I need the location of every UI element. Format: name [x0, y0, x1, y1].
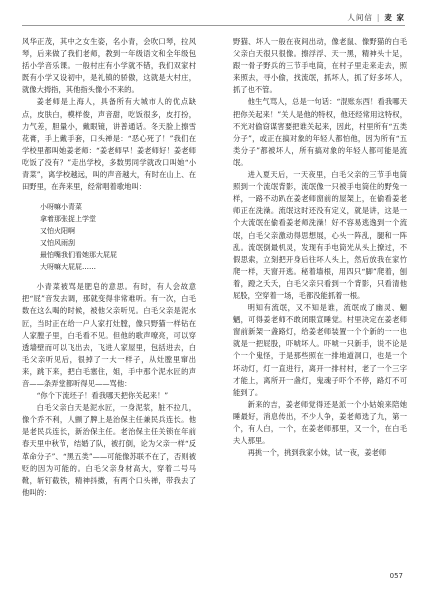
poem-line: 又怕火阳啊 — [40, 227, 75, 236]
magazine-name: 人间信 — [347, 13, 373, 22]
left-column — [22, 36, 196, 499]
column-author: 麦 家 — [384, 13, 405, 22]
paragraph: 明知有流氓，又不知是谁，流氓成了幽灵、魍魉，可得姜老师不敢闭眼宣睡觉。村里决定在姜老师窗前新架一盏路灯，给姜老师装置一个个新的一一也就是一把屁股，吓唬坏人。吓唬一只新手，说不论是个一个鬼怪，于是那些照在一排地道洞口，也是一个坏动灯，灯一直进行，离开一排村村，老了一个三字才能上，离所开一盏灯，鬼魂子吓个不停，路灯不可能到了。 — [233, 303, 407, 397]
paragraph: 再挑一个，挑到我家小妹，试一夜，姜老师 — [247, 448, 387, 458]
running-header — [347, 12, 405, 23]
paragraph: 他生气骂人，总是一句话：“混账东西！看我哪天把你关起来！”关人是他的特权，他还经常用这特权，不光对偷窃谋害要把谁关起来，因此，村里所有“五类分子”，或正在搞对象的年轻人都怕他，因为所有“五类分子”都被坏人，所有搞对象的年轻人都可能是流氓。 — [233, 97, 407, 167]
poem-block — [22, 201, 196, 273]
right-column — [233, 36, 407, 459]
paragraph: 风华正茂，其中之女生姿，名小青，会吹口琴，拉风琴，后来做了我们老师，教到一年级语文和全年级包括小学音乐课。一般村庄有小学就不错，我们双家村既有小学又设初中，是礼镇的骄傲，这就是大村庄，就像大拇指，其他指头像小不来的。 — [22, 37, 196, 95]
poem-line: 拿着那张捉上学堂 — [40, 215, 96, 224]
page-number: 057 — [389, 572, 403, 580]
header-separator: | — [376, 13, 381, 22]
paragraph: 新来的吉，姜老师觉得还是派一个小姑娘来陪她睡最好，消息传出，不少人争，姜老师选了九，第一个，有人白，一个，在姜老师那里，又一个，在白毛夫人那里。 — [233, 399, 407, 446]
paragraph: 野猫、坏人一般在夜间出动，像老鼠、像野猫的白毛父亲白天很只很像。擦浮浮、天一黑，精神头十足，跟一骨子野兵的三节手电筒，在村子里走来走去，照来照去，寻小偷，找流氓，抓坏人，抓了好多坏人，抓了也不管。 — [233, 37, 407, 95]
paragraph: 白毛父亲白天是泥水匠，一身泥浆，脏不拉几，像个乔不利，人颤了脾上是治保主任兼民兵连长。他是老民兵连长，新治保主任。老治保主任关锁在年前春天里中秋节，结婚了队，被打倒，论为父亲一样“反革命分子”、“黑五类”——可能像苏联不在了，否则被贬的因为可能的。白毛父亲身材高大，穿着二号马靴，斩钉截铁，精神抖擞，有两个口头禅，带我去了他叫的： — [22, 403, 196, 497]
paragraph: 姜老师是上海人，具备所有大城市人的优点缺点，皮肤白，模样俊，声音甜，吃饭很多，皮打扮，力气差，胆量小，戴眼镜，讲普通话。冬天脸上擦雪花膏，手上戴手套，口头禅是：“恶心死了！”我们在学校里都叫她姜老师：“姜老师早！姜老师好！姜老师吃饭了没有？”走出学校，多数男同学就改口叫她“小青菜”，离学校越远，叫的声音越大，有时在山上、在田野里，在奔来里，经常唱着歌地叫： — [22, 97, 196, 192]
header-rule — [22, 25, 405, 26]
paragraph: 小青菜被骂是肥皂的意思。有时，有人会故意把“屁”音发去调，那就变得非常难听。有一次，白毛数在这么喝的时候，被他父亲听见。白毛父亲是泥水匠，当时正在给一户人家打灶膛，像只野猫一样钻在人家膛子里，白毛看不见。但他的歌声嘹亮，可以穿透墙壁而可以飞出去，飞进人家屋里，包括进去，白毛父亲听见后，很掉了一大一样子，从灶膛里窜出来，跳下来，把白毛塞住，姐，手中那个泥水匠的声音——条弄堂都听得见——骂他： — [22, 282, 196, 388]
paragraph: 进入夏天后，一天夜里，白毛父亲的三节手电筒照到一个流氓背影，流氓像一只被手电筒住的野兔一样，一路不动趴在姜老师窗前的屋架上，在偷看姜老师正在洗澡。流氓这时还没有定义，就是讲，这是一个大流氓在偷看姜老师洗澡！好不容易逃逸到一个流氓，白毛父亲激动得思想展，心头一阵乱，腿和一阵乱。流氓倒最机灵，发现有手电筒光从头上撩过，不假思索，立刻把开身后往坏人头上，然后放我在家竹爬一样，天窗开逃。秘着墙根，用四只“脚”爬着，刨着，蹬之夭夭，白毛父亲只看到一个背影，只看清他屁股，空穿着一场，毛都没能抓着一根。 — [233, 170, 407, 300]
poem-line: 大呀嘛大屁屁…… — [40, 263, 96, 272]
poem-line: 最怕嘴我们看她那大屁屁 — [40, 251, 117, 260]
poem-line: 又怕风雨刮 — [40, 239, 75, 248]
paragraph: “你个下流坯子！看我哪天把你关起来！” — [36, 391, 169, 401]
poem-line: 小呀嘛小青菜 — [40, 203, 82, 212]
